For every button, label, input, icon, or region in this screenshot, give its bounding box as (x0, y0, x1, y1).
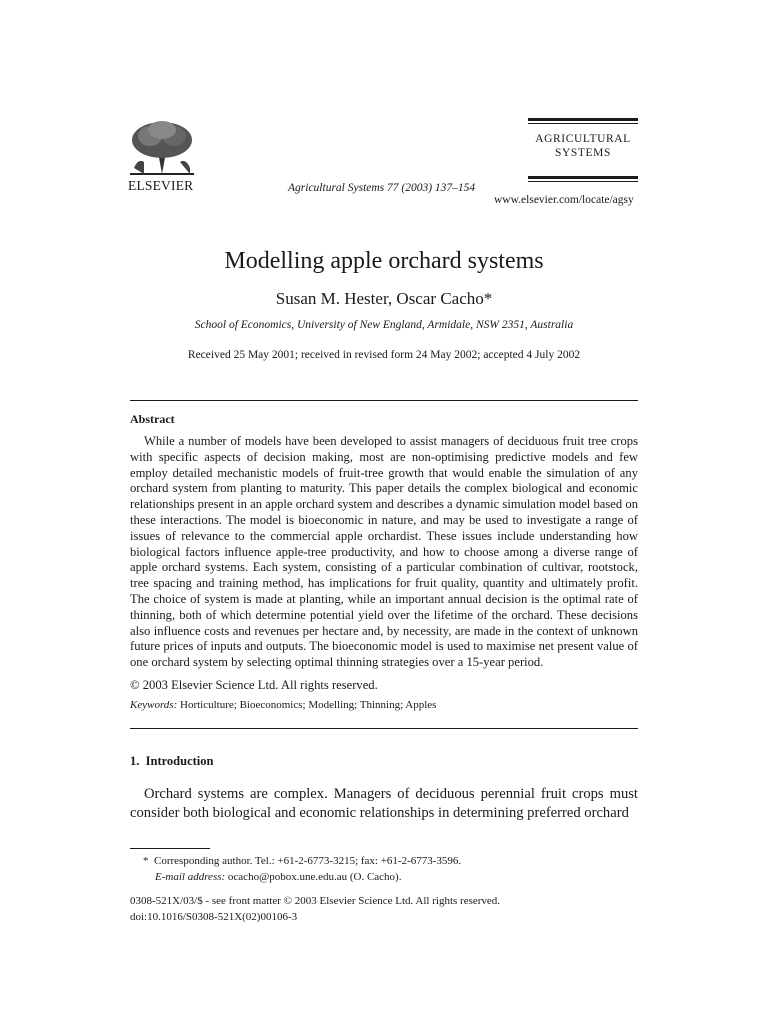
elsevier-tree-logo-icon (124, 118, 200, 176)
received-dates: Received 25 May 2001; received in revised form 24 May 2002; accepted 4 July 2002 (187, 349, 581, 361)
issn-line: 0308-521X/03/$ - see front matter © 2003 Elsevier Science Ltd. All rights reserved. (130, 895, 501, 907)
doi-line[interactable]: doi:10.1016/S0308-521X(02)00106-3 (130, 911, 298, 923)
keywords-list: Horticulture; Bioeconomics; Modelling; Thinning; Apples (180, 699, 437, 711)
divider (130, 728, 638, 729)
journal-name-line: AGRICULTURAL (535, 133, 631, 145)
copyright-icon: © (130, 678, 140, 692)
journal-name-line: SYSTEMS (555, 147, 611, 159)
article-authors: Susan M. Hester, Oscar Cacho* (275, 289, 493, 308)
publisher-name: ELSEVIER (128, 178, 194, 193)
journal-masthead (528, 118, 638, 182)
abstract-body (130, 434, 638, 671)
email-note (155, 871, 401, 883)
abstract-copyright (130, 678, 378, 693)
divider (130, 400, 638, 401)
email-label: E-mail address: (155, 871, 226, 883)
masthead-rule (528, 123, 638, 124)
masthead-rule (528, 181, 638, 182)
abstract-text: While a number of models have been developed to assist managers of deciduous fruit tree crops with specific aspects of decision making, most are non-optimising predictive models and few employ detailed mechanistic models of fruit-tree growth that would enable the simulation of any orchard system from planting to maturity. This paper details the complex biological and economic relationships present in an apple orchard system and describes a dynamic simulation model based on these interactions. The model is bioeconomic in nature, and may be used to investigate a range of issues of relevance to the commercial apple orchardist. These issues include understanding how biological factors influence apple-tree productivity, and how to choose among a diverse range of apple orchard systems. Each system, consisting of a particular combination of cultivar, rootstock, tree spacing and training method, has implications for fruit quality, quantity and ultimately profit. The choice of system is made at planting, while an important annual decision is the optimal rate of thinning, both of which determine potential yield over the lifetime of the orchard. These decisions also influence costs and revenues per hectare and, by necessity, are made in the context of unknown future prices of inputs and outputs. The bioeconomic model is used to maximise net present value of one orchard system by selecting optimal thinning strategies over a 15-year period. (130, 434, 638, 670)
introduction-text: Orchard systems are complex. Managers of deciduous perennial fruit crops must consider both biological and economic relationships in determining preferred orchard (130, 786, 638, 821)
masthead-rule (528, 176, 638, 179)
author-affiliation: School of Economics, University of New England, Armidale, NSW 2351, Australia (194, 319, 574, 331)
abstract-heading: Abstract (130, 412, 175, 426)
journal-citation: Agricultural Systems 77 (2003) 137–154 (288, 182, 476, 194)
section-heading: 1. Introduction (130, 754, 214, 768)
corresponding-author-note: * Corresponding author. Tel.: +61-2-6773-3215; fax: +61-2-6773-3596. (143, 855, 462, 867)
publisher-logo (124, 118, 200, 176)
masthead-rule (528, 118, 638, 121)
keywords-label: Keywords: (130, 699, 178, 711)
footnote-rule (130, 848, 210, 849)
keywords (130, 699, 436, 711)
copyright-text: 2003 Elsevier Science Ltd. All rights reserved. (142, 678, 378, 692)
email-address[interactable]: ocacho@pobox.une.edu.au (O. Cacho). (227, 871, 402, 883)
journal-url[interactable]: www.elsevier.com/locate/agsy (494, 194, 634, 206)
introduction-body (130, 785, 638, 822)
article-title: Modelling apple orchard systems (224, 248, 544, 274)
